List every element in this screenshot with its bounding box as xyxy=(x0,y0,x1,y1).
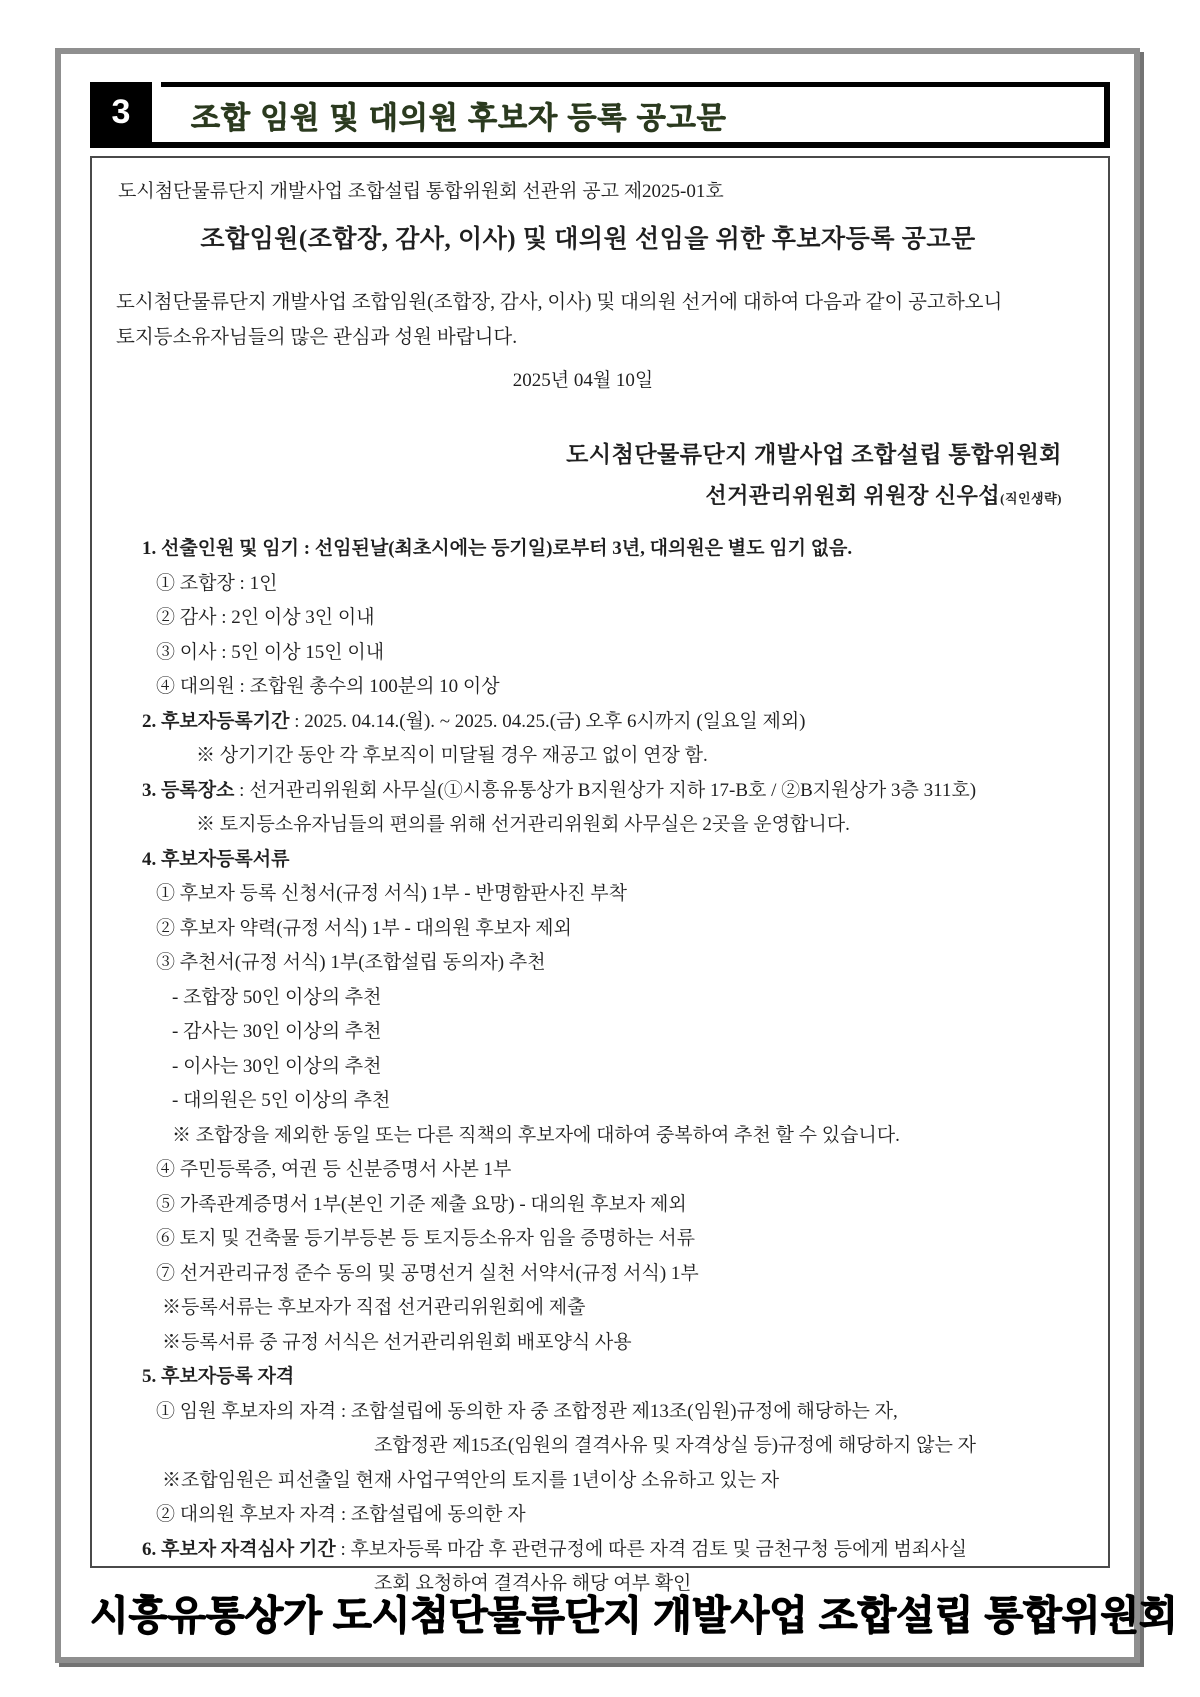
body-line: 1. 선출인원 및 임기 : 선임된날(최초시에는 등기일)로부터 3년, 대의원은 별도 임기 없음. xyxy=(142,538,853,559)
body-line: ④ 대의원 : 조합원 총수의 100분의 10 이상 xyxy=(156,676,500,697)
body-line: ④ 주민등록증, 여권 등 신분증명서 사본 1부 xyxy=(156,1159,512,1180)
body-line: 3. 등록장소 : 선거관리위원회 사무실(①시흥유통상가 B지원상가 지하 17-B호 / ②B지원상가 3층 311호) xyxy=(142,779,977,801)
body-line: ※ 토지등소유자님들의 편의를 위해 선거관리위원회 사무실은 2곳을 운영합니다. xyxy=(196,814,850,835)
body-line: 조회 요청하여 결격사유 해당 여부 확인 xyxy=(374,1573,692,1594)
body-line: ① 임원 후보자의 자격 : 조합설립에 동의한 자 중 조합정관 제13조(임원)규정에 해당하는 자, xyxy=(156,1400,898,1422)
body-line: - 대의원은 5인 이상의 추천 xyxy=(172,1090,391,1111)
org-chairperson-name: 선거관리위원회 위원장 신우섭 xyxy=(705,483,1001,508)
body-line: ③ 이사 : 5인 이상 15인 이내 xyxy=(156,641,385,663)
section-title: 조합 임원 및 대의원 후보자 등록 공고문 xyxy=(191,101,727,135)
org-signature-block xyxy=(116,436,1090,510)
body-line: ② 대의원 후보자 자격 : 조합설립에 동의한 자 xyxy=(156,1504,526,1525)
body-line: ② 후보자 약력(규정 서식) 1부 - 대의원 후보자 제외 xyxy=(156,917,572,939)
body-line: 5. 후보자등록 자격 xyxy=(142,1366,295,1387)
org-chairperson xyxy=(116,479,1062,510)
notice-body xyxy=(116,532,1090,1602)
body-line: - 이사는 30인 이상의 추천 xyxy=(172,1055,382,1077)
body-line: 6. 후보자 자격심사 기간 : 후보자등록 마감 후 관련규정에 따른 자격 검토 및 금천구청 등에게 범죄사실 xyxy=(142,1538,967,1560)
body-line: ③ 추천서(규정 서식) 1부(조합설립 동의자) 추천 xyxy=(156,952,546,973)
body-line: ※등록서류는 후보자가 직접 선거관리위원회에 제출 xyxy=(162,1297,586,1318)
body-line: ② 감사 : 2인 이상 3인 이내 xyxy=(156,607,375,628)
body-line: ※등록서류 중 규정 서식은 선거관리위원회 배포양식 사용 xyxy=(162,1331,632,1353)
notice-ref-number: 도시첨단물류단지 개발사업 조합설립 통합위원회 선관위 공고 제2025-01호 xyxy=(118,181,724,202)
intro-line-1: 도시첨단물류단지 개발사업 조합임원(조합장, 감사, 이사) 및 대의원 선거에 대하여 다음과 같이 공고하오니 xyxy=(116,292,1003,313)
body-line: 2. 후보자등록기간 : 2025. 04.14.(월). ~ 2025. 04.25.(금) 오후 6시까지 (일요일 제외) xyxy=(142,710,806,732)
intro-line-2: 토지등소유자님들의 많은 관심과 성원 바랍니다. xyxy=(116,327,518,348)
section-header xyxy=(90,82,1110,148)
notice-title: 조합임원(조합장, 감사, 이사) 및 대의원 선임을 위한 후보자등록 공고문 xyxy=(200,226,976,253)
body-line: 조합정관 제15조(임원의 결격사유 및 자격상실 등)규정에 해당하지 않는 자 xyxy=(374,1435,976,1456)
notice-intro xyxy=(116,285,1090,355)
body-line: ⑦ 선거관리규정 준수 동의 및 공명선거 실천 서약서(규정 서식) 1부 xyxy=(156,1262,699,1284)
body-line: ※ 상기기간 동안 각 후보직이 미달될 경우 재공고 없이 연장 함. xyxy=(196,745,708,766)
org-name: 도시첨단물류단지 개발사업 조합설립 통합위원회 xyxy=(566,442,1062,467)
org-seal-note: (직인생략) xyxy=(1000,491,1062,506)
notice-date: 2025년 04월 10일 xyxy=(512,370,654,391)
body-line: - 조합장 50인 이상의 추천 xyxy=(172,986,382,1008)
body-line: ※ 조합장을 제외한 동일 또는 다른 직책의 후보자에 대하여 중복하여 추천 할 수 있습니다. xyxy=(172,1124,900,1146)
body-line: ① 조합장 : 1인 xyxy=(156,572,278,594)
body-line: 4. 후보자등록서류 xyxy=(142,848,290,870)
body-line: - 감사는 30인 이상의 추천 xyxy=(172,1021,382,1042)
section-title-box xyxy=(161,82,1110,142)
body-line: ⑥ 토지 및 건축물 등기부등본 등 토지등소유자 임을 증명하는 서류 xyxy=(156,1228,695,1249)
section-number: 3 xyxy=(90,82,152,142)
document-frame xyxy=(55,48,1178,1663)
body-line: ① 후보자 등록 신청서(규정 서식) 1부 - 반명함판사진 부착 xyxy=(156,883,627,904)
notice-box xyxy=(90,156,1110,1594)
body-line: ⑤ 가족관계증명서 1부(본인 기준 제출 요망) - 대의원 후보자 제외 xyxy=(156,1193,687,1215)
body-line: ※조합임원은 피선출일 현재 사업구역안의 토지를 1년이상 소유하고 있는 자 xyxy=(162,1469,780,1491)
page-footer: 시흥유통상가 도시첨단물류단지 개발사업 조합설립 통합위원회 xyxy=(90,1594,1178,1638)
